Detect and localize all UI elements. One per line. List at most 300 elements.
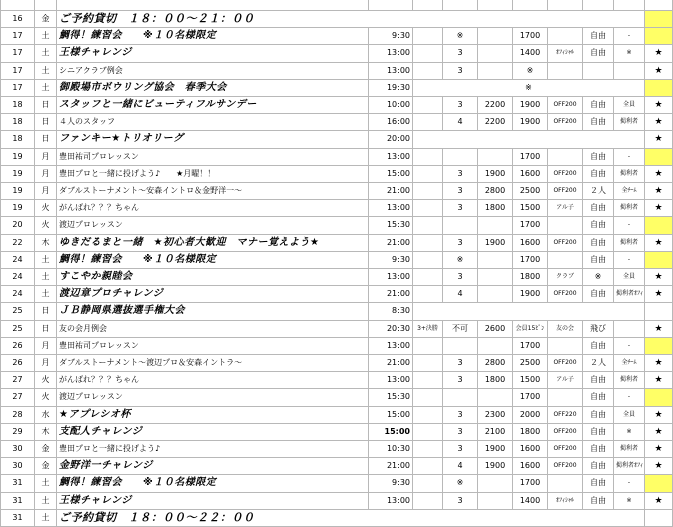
event-cell: すこやか親睦会 [57,269,369,286]
table-row [1,11,673,28]
member-fee-cell: 1700 [513,28,548,45]
table-row [1,423,673,440]
games-extra-cell [413,355,443,372]
games-cell: 3 [443,200,478,217]
discount-cell: OFF200 [548,234,583,251]
general-fee-cell [478,337,513,354]
entry-cell: 自由 [583,251,614,268]
general-fee-cell: 1900 [478,165,513,182]
member-fee-cell: 1700 [513,389,548,406]
prize-cell: 全員 [614,406,645,423]
prize-cell [614,320,645,337]
table-row [1,355,673,372]
star-cell [645,11,673,28]
weekday-cell: 土 [35,269,57,286]
member-fee-cell: 1600 [513,441,548,458]
star-cell [645,475,673,492]
time-cell: 21:00 [369,355,413,372]
date-cell: 19 [1,200,35,217]
member-fee-cell: ※ [513,62,548,79]
member-fee-cell: 1900 [513,114,548,131]
games-cell: 3 [443,97,478,114]
star-cell: ★ [645,131,673,148]
event-cell: ゆきだるまと一緒 ★初心者大歓迎 マナー覚えよう★ [57,234,369,251]
weekday-cell: 土 [35,62,57,79]
time-cell: 21:00 [369,183,413,200]
entry-cell: 自由 [583,389,614,406]
games-extra-cell [413,269,443,286]
discount-cell: ｵﾌｨｼｬﾙ [548,45,583,62]
games-cell: 3 [443,165,478,182]
table-row [1,406,673,423]
date-cell: 17 [1,45,35,62]
discount-cell [548,251,583,268]
table-row [1,269,673,286]
weekday-cell: 土 [35,286,57,303]
general-fee-cell [478,286,513,303]
event-cell: ファンキー★トリオリーグ [57,131,369,148]
star-cell: ★ [645,423,673,440]
general-fee-cell [478,62,513,79]
time-cell: 19:30 [369,79,413,96]
prize-cell: 全ﾁｰﾑ [614,355,645,372]
table-row [1,148,673,165]
event-cell: スタッフと一緒にビューティフルサンデー [57,97,369,114]
event-cell: シニアクラブ例会 [57,62,369,79]
table-row [1,62,673,79]
weekday-cell: 月 [35,165,57,182]
time-cell: 21:00 [369,286,413,303]
event-cell: ★アプレシオ杯 [57,406,369,423]
discount-cell: アル子 [548,372,583,389]
games-cell: 3 [443,234,478,251]
prize-cell: 全員 [614,269,645,286]
weekday-cell: 土 [35,79,57,96]
event-cell: がんばれ？？？ちゃん [57,200,369,217]
time-cell: 21:00 [369,234,413,251]
weekday-cell: 火 [35,389,57,406]
table-row [1,131,673,148]
time-cell: 20:30 [369,320,413,337]
table-row [1,492,673,509]
games-cell: 3 [443,183,478,200]
entry-cell: ２人 [583,183,614,200]
star-cell: ★ [645,286,673,303]
discount-cell [548,28,583,45]
blank-span-cell [413,303,645,320]
member-fee-cell: 1700 [513,475,548,492]
discount-cell: OFF200 [548,114,583,131]
date-cell: 22 [1,234,35,251]
general-fee-cell: 1900 [478,441,513,458]
star-cell [645,251,673,268]
event-cell: ダブルストーナメント～安森イントロ＆金野洋一～ [57,183,369,200]
general-fee-cell: 1800 [478,372,513,389]
games-extra-cell [413,183,443,200]
discount-cell [548,475,583,492]
discount-cell: OFF200 [548,97,583,114]
weekday-cell: 月 [35,337,57,354]
games-cell: 3 [443,269,478,286]
discount-cell [548,337,583,354]
general-fee-cell: 2100 [478,423,513,440]
date-cell: 24 [1,269,35,286]
prize-cell: 掲利者ｵﾌｨ [614,458,645,475]
weekday-cell: 金 [35,11,57,28]
prize-cell: 掲利者 [614,372,645,389]
entry-cell: 自由 [583,148,614,165]
event-cell: 渡辺プロレッスン [57,217,369,234]
member-fee-cell: 会員15ﾋﾟﾝ [513,320,548,337]
table-row [1,251,673,268]
star-cell: ★ [645,200,673,217]
entry-cell: 自由 [583,492,614,509]
games-cell: 3 [443,441,478,458]
date-cell: 17 [1,62,35,79]
time-cell: 15:00 [369,406,413,423]
entry-cell: 飛び [583,320,614,337]
member-fee-cell: 2000 [513,406,548,423]
games-extra-cell [413,389,443,406]
time-cell: 9:30 [369,251,413,268]
entry-cell: 自由 [583,217,614,234]
prize-cell: 掲利者 [614,114,645,131]
weekday-cell: 土 [35,475,57,492]
table-row [1,79,673,96]
games-extra-cell [413,234,443,251]
date-cell: 17 [1,28,35,45]
entry-cell: 自由 [583,372,614,389]
star-cell: ★ [645,320,673,337]
prize-cell: - [614,389,645,406]
date-cell: 19 [1,183,35,200]
time-cell: 10:30 [369,441,413,458]
star-cell [645,79,673,96]
star-cell: ★ [645,45,673,62]
star-cell: ★ [645,406,673,423]
member-fee-cell: 2500 [513,355,548,372]
games-extra-cell [413,97,443,114]
entry-cell: ２人 [583,355,614,372]
general-fee-cell [478,148,513,165]
games-cell: ※ [443,28,478,45]
event-cell: ４人のスタッフ [57,114,369,131]
weekday-cell: 日 [35,303,57,320]
star-cell [645,389,673,406]
entry-cell: 自由 [583,97,614,114]
discount-cell: OFF200 [548,423,583,440]
discount-cell [548,148,583,165]
games-cell: 3 [443,355,478,372]
games-cell: 4 [443,458,478,475]
prize-cell: ※ [614,492,645,509]
general-fee-cell: 2200 [478,97,513,114]
games-extra-cell [413,28,443,45]
games-cell: 3 [443,492,478,509]
date-cell: 29 [1,423,35,440]
general-fee-cell: 1900 [478,234,513,251]
table-row [1,286,673,303]
prize-cell: - [614,251,645,268]
discount-cell: OFF200 [548,165,583,182]
table-row [1,183,673,200]
weekday-cell: 土 [35,509,57,526]
prize-cell: 全員 [614,97,645,114]
event-cell: 鯛得！練習会 ※１０名様限定 [57,28,369,45]
time-cell: 13:00 [369,492,413,509]
event-cell: 御殿場市ボウリング協会 春季大会 [57,79,369,96]
discount-cell: OFF200 [548,183,583,200]
weekday-cell: 木 [35,423,57,440]
table-row [1,217,673,234]
entry-cell: 自由 [583,45,614,62]
discount-cell: OFF200 [548,286,583,303]
games-extra-cell [413,286,443,303]
entry-cell: 自由 [583,286,614,303]
event-cell: 友の会月例会 [57,320,369,337]
discount-cell [548,62,583,79]
discount-cell: OFF200 [548,441,583,458]
star-cell: ★ [645,183,673,200]
time-cell: 9:30 [369,475,413,492]
event-cell: ご予約貸切 １８：００～２２：００ [57,509,645,526]
date-cell: 24 [1,251,35,268]
event-cell: 鯛得！練習会 ※１０名様限定 [57,251,369,268]
weekday-cell: 土 [35,28,57,45]
general-fee-cell: 1800 [478,200,513,217]
table-row [1,372,673,389]
time-cell: 13:00 [369,372,413,389]
games-cell [443,389,478,406]
discount-cell [548,217,583,234]
prize-cell: 掲利者 [614,165,645,182]
time-cell: 15:30 [369,217,413,234]
member-fee-cell: 1900 [513,286,548,303]
general-fee-cell: 2200 [478,114,513,131]
weekday-cell: 水 [35,406,57,423]
star-cell: ★ [645,165,673,182]
entry-cell: 自由 [583,441,614,458]
prize-cell: ※ [614,45,645,62]
star-cell [645,337,673,354]
weekday-cell: 月 [35,183,57,200]
date-cell: 18 [1,131,35,148]
weekday-cell: 日 [35,114,57,131]
table-row [1,165,673,182]
general-fee-cell: 2300 [478,406,513,423]
games-extra-cell [413,251,443,268]
games-extra-cell [413,492,443,509]
discount-cell: クラブ [548,269,583,286]
member-fee-cell: 1700 [513,337,548,354]
general-fee-cell: 1900 [478,458,513,475]
time-cell: 21:00 [369,458,413,475]
event-cell: 豊田祐司プロレッスン [57,337,369,354]
member-fee-cell: 1400 [513,492,548,509]
games-cell: 3 [443,62,478,79]
event-cell: 金野洋一チャレンジ [57,458,369,475]
date-cell: 18 [1,97,35,114]
event-cell: 王様チャレンジ [57,492,369,509]
date-cell: 27 [1,389,35,406]
games-extra-cell [413,62,443,79]
star-cell: ★ [645,441,673,458]
prize-cell: - [614,475,645,492]
general-fee-cell [478,492,513,509]
games-cell [443,148,478,165]
member-fee-cell: 1500 [513,200,548,217]
event-cell: 豊田プロと一緒に投げよう♪ [57,441,369,458]
prize-cell: 掲利者ｵﾌｨ [614,286,645,303]
general-fee-cell: 2800 [478,355,513,372]
entry-cell: 自由 [583,423,614,440]
date-cell: 31 [1,492,35,509]
date-cell: 31 [1,475,35,492]
date-cell: 19 [1,165,35,182]
member-fee-cell: 1800 [513,423,548,440]
table-row [1,475,673,492]
date-cell: 24 [1,286,35,303]
event-cell: ＪＢ静岡県選抜選手権大会 [57,303,369,320]
time-cell: 15:30 [369,389,413,406]
games-extra-cell [413,217,443,234]
event-cell: 王様チャレンジ [57,45,369,62]
member-fee-cell: 1500 [513,372,548,389]
time-cell: 10:00 [369,97,413,114]
prize-cell: - [614,217,645,234]
time-cell: 15:00 [369,423,413,440]
member-fee-cell: 1900 [513,97,548,114]
general-fee-cell [478,389,513,406]
member-fee-cell: 1700 [513,251,548,268]
event-cell: 支配人チャレンジ [57,423,369,440]
star-cell: ★ [645,234,673,251]
prize-cell: 掲利者 [614,234,645,251]
table-row [1,234,673,251]
entry-cell: 自由 [583,200,614,217]
weekday-cell: 土 [35,492,57,509]
star-cell [645,217,673,234]
time-cell: 8:30 [369,303,413,320]
date-cell: 27 [1,372,35,389]
entry-cell: 自由 [583,337,614,354]
games-cell [443,337,478,354]
games-cell: 3 [443,372,478,389]
date-cell: 26 [1,355,35,372]
weekday-cell: 土 [35,251,57,268]
prize-cell: 掲利者 [614,441,645,458]
table-row [1,441,673,458]
member-fee-cell: 1600 [513,234,548,251]
entry-cell: 自由 [583,458,614,475]
games-extra-cell [413,148,443,165]
general-fee-cell [478,269,513,286]
prize-cell [614,62,645,79]
entry-cell: 自由 [583,406,614,423]
games-extra-cell [413,475,443,492]
entry-cell: 自由 [583,114,614,131]
event-cell: 豊田プロと一緒に投げよう♪ ★月曜！！ [57,165,369,182]
table-row [1,97,673,114]
discount-cell [548,389,583,406]
table-row [1,458,673,475]
games-cell [443,217,478,234]
games-extra-cell [413,372,443,389]
star-cell [645,303,673,320]
games-extra-cell: 3+決勝 [413,320,443,337]
weekday-cell: 金 [35,441,57,458]
time-cell: 13:00 [369,200,413,217]
games-cell: ※ [443,475,478,492]
games-cell: 3 [443,406,478,423]
date-cell: 31 [1,509,35,526]
table-row [1,389,673,406]
event-cell: ダブルストーナメント～渡辺プロ＆安森イントラ～ [57,355,369,372]
date-cell: 20 [1,217,35,234]
star-cell [645,28,673,45]
games-cell: 3 [443,423,478,440]
date-cell: 25 [1,303,35,320]
time-cell: 13:00 [369,45,413,62]
prize-cell: 掲利者 [614,200,645,217]
event-cell: 渡辺章プロチャレンジ [57,286,369,303]
discount-cell: OFF200 [548,355,583,372]
general-fee-cell: 2600 [478,320,513,337]
star-cell: ★ [645,458,673,475]
weekday-cell: 火 [35,217,57,234]
prize-cell: - [614,148,645,165]
table-row [1,200,673,217]
star-cell: ★ [645,97,673,114]
table-row [1,28,673,45]
weekday-cell: 日 [35,97,57,114]
star-cell: ★ [645,492,673,509]
weekday-cell: 金 [35,458,57,475]
weekday-cell: 月 [35,355,57,372]
games-extra-cell [413,458,443,475]
general-fee-cell: 2800 [478,183,513,200]
entry-cell: 自由 [583,165,614,182]
entry-cell: 自由 [583,234,614,251]
date-cell: 30 [1,458,35,475]
date-cell: 17 [1,79,35,96]
table-row [1,114,673,131]
games-extra-cell [413,45,443,62]
games-extra-cell [413,406,443,423]
prize-cell: - [614,337,645,354]
star-cell: ★ [645,269,673,286]
entry-cell [583,62,614,79]
time-cell: 13:00 [369,269,413,286]
general-fee-cell [478,45,513,62]
date-cell: 18 [1,114,35,131]
weekday-cell: 土 [35,45,57,62]
weekday-cell: 日 [35,320,57,337]
date-cell: 28 [1,406,35,423]
games-extra-cell [413,114,443,131]
games-extra-cell [413,423,443,440]
general-fee-cell [478,28,513,45]
time-cell: 9:30 [369,28,413,45]
event-cell: ご予約貸切 １８：００～２１：００ [57,11,645,28]
date-cell: 25 [1,320,35,337]
weekday-cell: 日 [35,131,57,148]
date-cell: 16 [1,11,35,28]
event-cell: 渡辺プロレッスン [57,389,369,406]
event-cell: がんばれ？？？ちゃん [57,372,369,389]
discount-cell: OFF200 [548,458,583,475]
entry-cell: 自由 [583,28,614,45]
